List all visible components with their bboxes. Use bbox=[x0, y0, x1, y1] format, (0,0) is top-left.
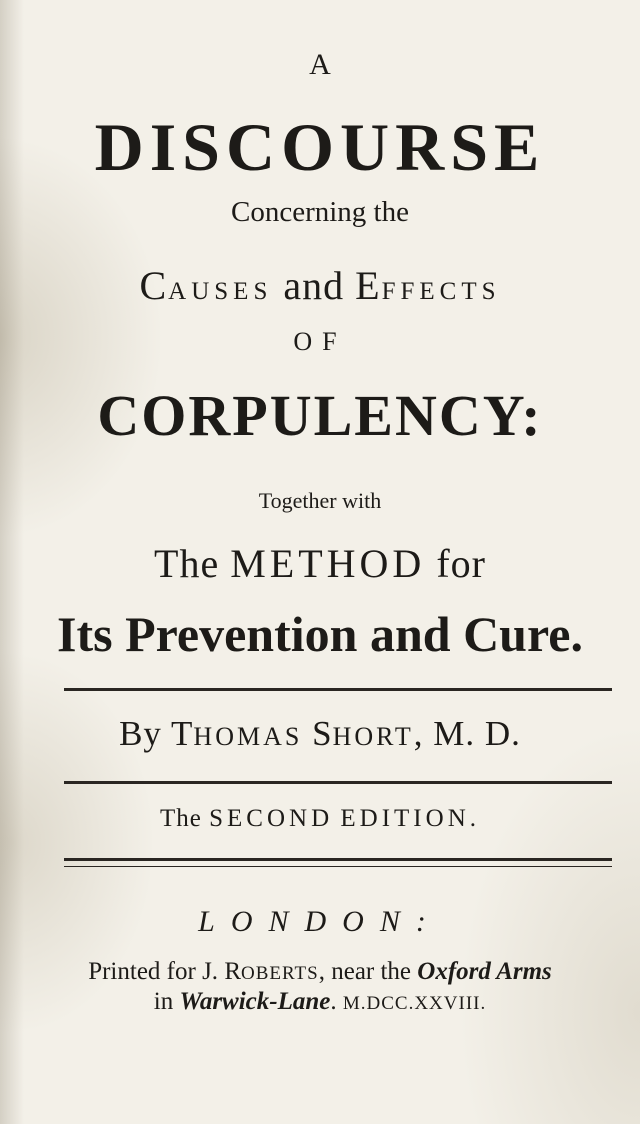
edition-the: The bbox=[160, 805, 210, 832]
together-line: Together with bbox=[258, 488, 382, 513]
of-line: OF bbox=[293, 327, 347, 356]
imprint-r: R bbox=[224, 958, 241, 985]
imprint-lane: Warwick-Lane bbox=[179, 988, 331, 1015]
method-line bbox=[0, 540, 640, 587]
rule-divider bbox=[64, 858, 612, 861]
method-for: for bbox=[425, 541, 486, 586]
effects-rest: FFECTS bbox=[381, 278, 501, 305]
byline-t: T bbox=[171, 714, 194, 753]
place-line: LONDON: bbox=[198, 905, 442, 938]
article-line: A bbox=[309, 48, 331, 81]
byline-by: By bbox=[119, 714, 172, 753]
byline-short: HORT bbox=[332, 722, 414, 751]
imprint-date: M.DCC.XXVIII. bbox=[342, 993, 487, 1014]
rule-divider bbox=[64, 781, 612, 784]
causes-rest: AUSES bbox=[168, 278, 273, 305]
imprint-printed: Printed for J. bbox=[88, 958, 225, 985]
byline-thomas: HOMAS bbox=[193, 722, 303, 751]
edition-second: SECOND bbox=[209, 805, 334, 832]
imprint-in: in bbox=[153, 988, 180, 1015]
byline-s: S bbox=[312, 714, 333, 753]
imprint-dot: . bbox=[330, 988, 343, 1015]
imprint-line-2 bbox=[0, 988, 640, 1016]
edition-line bbox=[0, 805, 640, 833]
effects-initial: E bbox=[355, 263, 382, 308]
subject-title: CORPULENCY: bbox=[97, 383, 543, 448]
concerning-line: Concerning the bbox=[231, 196, 409, 228]
method-the: The bbox=[154, 541, 231, 586]
author-line bbox=[0, 714, 640, 754]
edition-word: EDITION. bbox=[340, 805, 480, 832]
causes-effects-line bbox=[0, 262, 640, 309]
rule-divider bbox=[64, 866, 612, 867]
main-title: DISCOURSE bbox=[94, 109, 546, 185]
causes-and: and bbox=[272, 263, 356, 308]
causes-initial: C bbox=[139, 263, 169, 308]
imprint-line-1 bbox=[0, 958, 640, 986]
imprint-arms: Oxford Arms bbox=[417, 958, 552, 985]
prevention-line: Its Prevention and Cure. bbox=[57, 606, 583, 662]
imprint-roberts: OBERTS bbox=[241, 963, 319, 984]
imprint-near: , near the bbox=[318, 958, 418, 985]
method-word: METHOD bbox=[230, 541, 426, 586]
rule-divider bbox=[64, 688, 612, 691]
byline-suffix: , M. D. bbox=[413, 714, 521, 753]
